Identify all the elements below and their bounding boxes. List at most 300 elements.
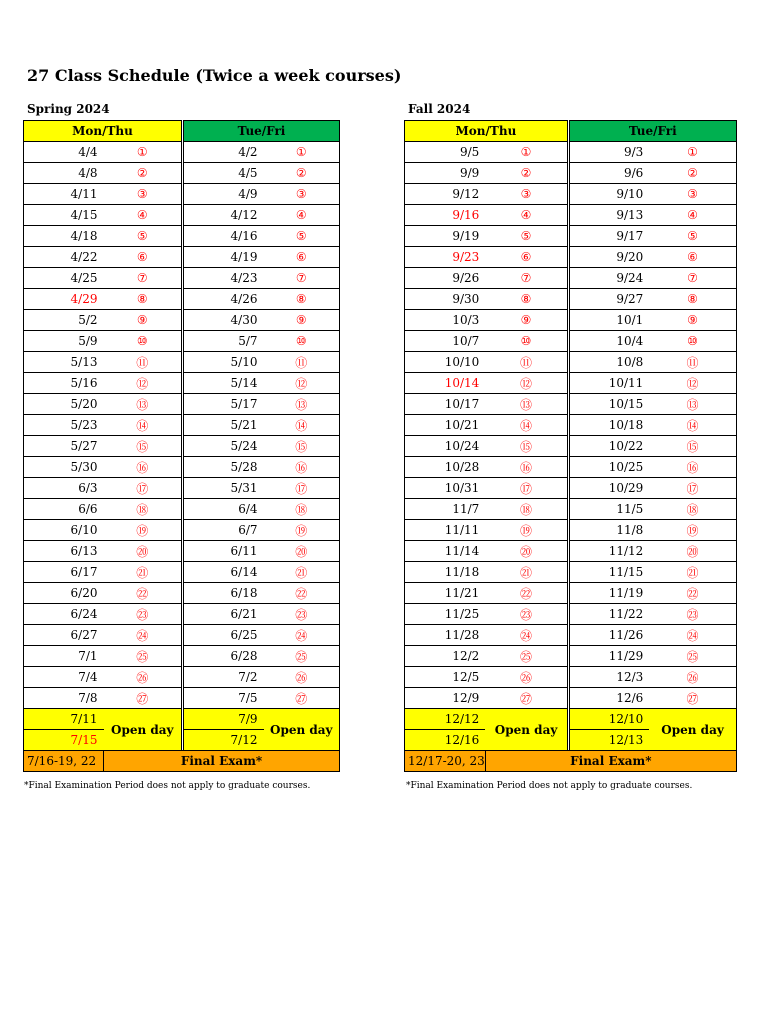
class-row <box>24 583 340 604</box>
mon-thu-date: 10/24 <box>405 436 486 457</box>
class-number: ⑭ <box>649 415 736 436</box>
class-number: ㉕ <box>485 646 567 667</box>
fall-schedule-table <box>404 120 737 772</box>
class-number: ⑬ <box>264 394 340 415</box>
class-number: ④ <box>264 205 340 226</box>
tue-fri-date: 6/11 <box>184 541 264 562</box>
tue-fri-date: 10/8 <box>569 352 649 373</box>
mon-thu-header: Mon/Thu <box>24 121 182 142</box>
class-row <box>24 352 340 373</box>
mon-thu-date: 11/25 <box>405 604 486 625</box>
class-row <box>405 667 737 688</box>
tue-fri-date: 5/7 <box>184 331 264 352</box>
class-number: ⑯ <box>104 457 182 478</box>
class-number: ⑰ <box>649 478 736 499</box>
mon-thu-date: 5/9 <box>24 331 104 352</box>
header-row <box>24 121 340 142</box>
class-number: ㉒ <box>649 583 736 604</box>
mon-thu-date: 4/22 <box>24 247 104 268</box>
class-number: ⑫ <box>264 373 340 394</box>
class-number: ⑯ <box>485 457 567 478</box>
class-row <box>405 457 737 478</box>
class-number: ⑱ <box>649 499 736 520</box>
tue-fri-date: 9/3 <box>569 142 649 163</box>
class-number: ⑰ <box>485 478 567 499</box>
class-row <box>24 541 340 562</box>
tue-fri-header: Tue/Fri <box>569 121 736 142</box>
class-number: ⑲ <box>104 520 182 541</box>
tue-fri-date: 5/28 <box>184 457 264 478</box>
mon-thu-date: 11/11 <box>405 520 486 541</box>
mon-thu-date: 10/7 <box>405 331 486 352</box>
mon-thu-date: 9/16 <box>405 205 486 226</box>
tue-fri-date: 5/24 <box>184 436 264 457</box>
mon-thu-date: 12/9 <box>405 688 486 709</box>
tue-fri-date: 6/21 <box>184 604 264 625</box>
final-exam-dates: 12/17-20, 23 <box>405 751 486 772</box>
tue-fri-date: 4/9 <box>184 184 264 205</box>
class-row <box>24 373 340 394</box>
class-number: ⑫ <box>649 373 736 394</box>
mon-thu-date: 6/3 <box>24 478 104 499</box>
class-number: ⑤ <box>649 226 736 247</box>
mon-thu-date: 5/30 <box>24 457 104 478</box>
class-number: ⑱ <box>264 499 340 520</box>
mon-thu-date: 10/21 <box>405 415 486 436</box>
tue-fri-date: 9/10 <box>569 184 649 205</box>
class-number: ㉖ <box>104 667 182 688</box>
class-number: ⑧ <box>104 289 182 310</box>
mon-thu-date: 9/30 <box>405 289 486 310</box>
class-number: ② <box>264 163 340 184</box>
tue-fri-date: 11/12 <box>569 541 649 562</box>
class-number: ㉖ <box>264 667 340 688</box>
tue-fri-header: Tue/Fri <box>184 121 340 142</box>
tue-fri-date: 4/16 <box>184 226 264 247</box>
class-row <box>24 457 340 478</box>
final-exam-row <box>24 751 340 772</box>
tue-fri-date: 6/18 <box>184 583 264 604</box>
class-number: ㉒ <box>485 583 567 604</box>
tue-fri-date: 10/4 <box>569 331 649 352</box>
final-exam-dates: 7/16-19, 22 <box>24 751 104 772</box>
fall-label: Fall 2024 <box>408 102 471 116</box>
class-row <box>24 499 340 520</box>
class-number: ⑱ <box>104 499 182 520</box>
class-number: ⑰ <box>264 478 340 499</box>
class-number: ⑭ <box>104 415 182 436</box>
mon-thu-date: 9/9 <box>405 163 486 184</box>
class-number: ㉕ <box>104 646 182 667</box>
class-number: ⑮ <box>104 436 182 457</box>
class-row <box>405 562 737 583</box>
class-number: ㉓ <box>485 604 567 625</box>
final-exam-label: Final Exam* <box>104 751 340 772</box>
fall-footnote: *Final Examination Period does not apply to graduate courses. <box>406 781 693 791</box>
class-number: ② <box>104 163 182 184</box>
mon-thu-date: 7/1 <box>24 646 104 667</box>
open-day-date: 12/12 <box>405 709 486 730</box>
mon-thu-date: 10/10 <box>405 352 486 373</box>
class-row <box>405 436 737 457</box>
open-day-date: 12/16 <box>405 730 486 751</box>
class-number: ㉓ <box>264 604 340 625</box>
tue-fri-date: 10/25 <box>569 457 649 478</box>
class-row <box>24 436 340 457</box>
tue-fri-date: 7/5 <box>184 688 264 709</box>
tue-fri-date: 12/3 <box>569 667 649 688</box>
tue-fri-date: 9/27 <box>569 289 649 310</box>
mon-thu-date: 12/2 <box>405 646 486 667</box>
class-row <box>405 520 737 541</box>
mon-thu-date: 5/16 <box>24 373 104 394</box>
class-number: ⑪ <box>264 352 340 373</box>
mon-thu-date: 11/28 <box>405 625 486 646</box>
class-number: ⑦ <box>104 268 182 289</box>
class-number: ㉑ <box>649 562 736 583</box>
tue-fri-date: 11/8 <box>569 520 649 541</box>
mon-thu-date: 5/27 <box>24 436 104 457</box>
tue-fri-date: 5/21 <box>184 415 264 436</box>
mon-thu-date: 4/15 <box>24 205 104 226</box>
class-number: ⑩ <box>104 331 182 352</box>
class-number: ㉔ <box>485 625 567 646</box>
class-row <box>24 163 340 184</box>
mon-thu-date: 4/29 <box>24 289 104 310</box>
class-row <box>24 688 340 709</box>
mon-thu-date: 6/27 <box>24 625 104 646</box>
mon-thu-date: 10/28 <box>405 457 486 478</box>
mon-thu-date: 9/19 <box>405 226 486 247</box>
class-number: ⑲ <box>264 520 340 541</box>
class-number: ④ <box>104 205 182 226</box>
class-row <box>24 310 340 331</box>
class-number: ⑨ <box>104 310 182 331</box>
class-row <box>24 226 340 247</box>
class-row <box>405 184 737 205</box>
tue-fri-date: 11/15 <box>569 562 649 583</box>
spring-label: Spring 2024 <box>27 102 110 116</box>
mon-thu-date: 10/17 <box>405 394 486 415</box>
class-number: ⑪ <box>649 352 736 373</box>
class-number: ㉒ <box>264 583 340 604</box>
class-number: ㉑ <box>104 562 182 583</box>
tue-fri-date: 9/6 <box>569 163 649 184</box>
class-number: ㉗ <box>264 688 340 709</box>
class-number: ⑮ <box>264 436 340 457</box>
open-day-row <box>24 709 340 730</box>
spring-footnote: *Final Examination Period does not apply to graduate courses. <box>24 781 311 791</box>
mon-thu-date: 11/7 <box>405 499 486 520</box>
mon-thu-date: 5/23 <box>24 415 104 436</box>
mon-thu-header: Mon/Thu <box>405 121 568 142</box>
class-number: ⑥ <box>104 247 182 268</box>
class-number: ⑤ <box>104 226 182 247</box>
tue-fri-date: 9/20 <box>569 247 649 268</box>
tue-fri-date: 6/28 <box>184 646 264 667</box>
mon-thu-date: 9/5 <box>405 142 486 163</box>
class-number: ㉗ <box>649 688 736 709</box>
open-day-row <box>405 709 737 730</box>
class-row <box>24 142 340 163</box>
class-row <box>405 163 737 184</box>
mon-thu-date: 7/4 <box>24 667 104 688</box>
class-row <box>24 394 340 415</box>
class-row <box>405 604 737 625</box>
tue-fri-date: 10/15 <box>569 394 649 415</box>
tue-fri-date: 10/11 <box>569 373 649 394</box>
class-number: ① <box>264 142 340 163</box>
tue-fri-date: 11/5 <box>569 499 649 520</box>
class-number: ㉑ <box>485 562 567 583</box>
class-row <box>405 625 737 646</box>
class-row <box>405 247 737 268</box>
class-row <box>24 184 340 205</box>
class-number: ⑨ <box>485 310 567 331</box>
class-row <box>405 646 737 667</box>
class-row <box>405 478 737 499</box>
tue-fri-date: 6/14 <box>184 562 264 583</box>
class-row <box>405 541 737 562</box>
class-row <box>24 205 340 226</box>
tue-fri-date: 6/7 <box>184 520 264 541</box>
class-row <box>405 373 737 394</box>
class-number: ⑬ <box>649 394 736 415</box>
class-number: ⑩ <box>485 331 567 352</box>
class-number: ㉕ <box>264 646 340 667</box>
open-day-date: 12/10 <box>569 709 649 730</box>
class-number: ⑧ <box>264 289 340 310</box>
class-number: ⑳ <box>649 541 736 562</box>
class-number: ③ <box>649 184 736 205</box>
class-row <box>24 331 340 352</box>
mon-thu-date: 6/24 <box>24 604 104 625</box>
class-number: ⑨ <box>264 310 340 331</box>
tue-fri-date: 5/31 <box>184 478 264 499</box>
tue-fri-date: 4/19 <box>184 247 264 268</box>
class-number: ⑬ <box>485 394 567 415</box>
class-row <box>24 646 340 667</box>
tue-fri-date: 6/25 <box>184 625 264 646</box>
class-number: ⑪ <box>485 352 567 373</box>
class-number: ㉗ <box>104 688 182 709</box>
tue-fri-date: 9/13 <box>569 205 649 226</box>
class-number: ㉔ <box>649 625 736 646</box>
mon-thu-date: 4/25 <box>24 268 104 289</box>
class-number: ⑥ <box>649 247 736 268</box>
mon-thu-date: 6/17 <box>24 562 104 583</box>
class-row <box>405 289 737 310</box>
class-number: ⑤ <box>485 226 567 247</box>
class-row <box>405 310 737 331</box>
class-row <box>24 289 340 310</box>
class-number: ⑰ <box>104 478 182 499</box>
class-number: ㉔ <box>104 625 182 646</box>
class-number: ⑫ <box>485 373 567 394</box>
class-row <box>405 226 737 247</box>
open-day-date: 7/15 <box>24 730 104 751</box>
class-row <box>405 352 737 373</box>
mon-thu-date: 5/20 <box>24 394 104 415</box>
class-number: ③ <box>264 184 340 205</box>
tue-fri-date: 11/26 <box>569 625 649 646</box>
class-row <box>405 142 737 163</box>
tue-fri-date: 10/29 <box>569 478 649 499</box>
page-title: 27 Class Schedule (Twice a week courses) <box>27 66 402 85</box>
tue-fri-date: 6/4 <box>184 499 264 520</box>
mon-thu-date: 11/21 <box>405 583 486 604</box>
final-exam-label: Final Exam* <box>485 751 736 772</box>
class-row <box>405 688 737 709</box>
class-number: ⑲ <box>649 520 736 541</box>
class-number: ⑯ <box>649 457 736 478</box>
open-day-date: 7/12 <box>184 730 264 751</box>
tue-fri-date: 4/23 <box>184 268 264 289</box>
class-number: ④ <box>649 205 736 226</box>
class-row <box>405 331 737 352</box>
class-number: ㉖ <box>649 667 736 688</box>
class-number: ⑭ <box>264 415 340 436</box>
class-row <box>405 394 737 415</box>
mon-thu-date: 6/6 <box>24 499 104 520</box>
tue-fri-date: 5/10 <box>184 352 264 373</box>
class-row <box>24 667 340 688</box>
class-number: ④ <box>485 205 567 226</box>
class-number: ⑲ <box>485 520 567 541</box>
tue-fri-date: 5/17 <box>184 394 264 415</box>
class-number: ⑩ <box>264 331 340 352</box>
class-number: ⑨ <box>649 310 736 331</box>
tue-fri-date: 10/1 <box>569 310 649 331</box>
class-number: ㉖ <box>485 667 567 688</box>
open-day-date: 7/9 <box>184 709 264 730</box>
tue-fri-date: 11/19 <box>569 583 649 604</box>
mon-thu-date: 11/18 <box>405 562 486 583</box>
tue-fri-date: 4/12 <box>184 205 264 226</box>
class-number: ⑪ <box>104 352 182 373</box>
tue-fri-date: 11/22 <box>569 604 649 625</box>
class-row <box>24 625 340 646</box>
mon-thu-date: 4/18 <box>24 226 104 247</box>
class-number: ㉔ <box>264 625 340 646</box>
tue-fri-date: 10/22 <box>569 436 649 457</box>
mon-thu-date: 10/14 <box>405 373 486 394</box>
class-row <box>405 268 737 289</box>
class-number: ㉑ <box>264 562 340 583</box>
class-number: ⑳ <box>104 541 182 562</box>
mon-thu-date: 6/20 <box>24 583 104 604</box>
class-number: ⑦ <box>649 268 736 289</box>
class-row <box>405 205 737 226</box>
mon-thu-date: 6/13 <box>24 541 104 562</box>
class-number: ⑫ <box>104 373 182 394</box>
class-number: ① <box>104 142 182 163</box>
class-row <box>24 604 340 625</box>
open-day-label: Open day <box>649 709 736 751</box>
tue-fri-date: 10/18 <box>569 415 649 436</box>
mon-thu-date: 5/2 <box>24 310 104 331</box>
class-number: ㉒ <box>104 583 182 604</box>
class-number: ㉓ <box>104 604 182 625</box>
mon-thu-date: 9/26 <box>405 268 486 289</box>
class-number: ⑳ <box>264 541 340 562</box>
header-row <box>405 121 737 142</box>
class-row <box>405 499 737 520</box>
mon-thu-date: 6/10 <box>24 520 104 541</box>
final-exam-row <box>405 751 737 772</box>
spring-schedule-table <box>23 120 340 772</box>
class-number: ⑯ <box>264 457 340 478</box>
tue-fri-date: 4/30 <box>184 310 264 331</box>
class-row <box>405 415 737 436</box>
open-day-date: 12/13 <box>569 730 649 751</box>
class-number: ① <box>485 142 567 163</box>
mon-thu-date: 7/8 <box>24 688 104 709</box>
mon-thu-date: 4/11 <box>24 184 104 205</box>
mon-thu-date: 9/23 <box>405 247 486 268</box>
class-row <box>405 583 737 604</box>
class-number: ② <box>649 163 736 184</box>
tue-fri-date: 9/24 <box>569 268 649 289</box>
class-number: ① <box>649 142 736 163</box>
class-row <box>24 415 340 436</box>
class-number: ⑧ <box>649 289 736 310</box>
mon-thu-date: 10/31 <box>405 478 486 499</box>
class-number: ⑥ <box>264 247 340 268</box>
class-number: ㉗ <box>485 688 567 709</box>
mon-thu-date: 10/3 <box>405 310 486 331</box>
open-day-date: 7/11 <box>24 709 104 730</box>
mon-thu-date: 4/8 <box>24 163 104 184</box>
class-number: ⑦ <box>485 268 567 289</box>
class-number: ③ <box>485 184 567 205</box>
class-number: ⑮ <box>485 436 567 457</box>
class-row <box>24 247 340 268</box>
open-day-label: Open day <box>485 709 567 751</box>
class-row <box>24 478 340 499</box>
tue-fri-date: 4/26 <box>184 289 264 310</box>
tue-fri-date: 4/5 <box>184 163 264 184</box>
tue-fri-date: 12/6 <box>569 688 649 709</box>
class-number: ⑮ <box>649 436 736 457</box>
class-row <box>24 562 340 583</box>
tue-fri-date: 4/2 <box>184 142 264 163</box>
mon-thu-date: 9/12 <box>405 184 486 205</box>
tue-fri-date: 9/17 <box>569 226 649 247</box>
class-number: ⑦ <box>264 268 340 289</box>
class-number: ② <box>485 163 567 184</box>
tue-fri-date: 11/29 <box>569 646 649 667</box>
class-row <box>24 268 340 289</box>
mon-thu-date: 5/13 <box>24 352 104 373</box>
class-number: ⑳ <box>485 541 567 562</box>
class-number: ⑧ <box>485 289 567 310</box>
class-number: ㉓ <box>649 604 736 625</box>
class-number: ⑩ <box>649 331 736 352</box>
class-row <box>24 520 340 541</box>
class-number: ⑥ <box>485 247 567 268</box>
class-number: ⑭ <box>485 415 567 436</box>
tue-fri-date: 5/14 <box>184 373 264 394</box>
class-number: ③ <box>104 184 182 205</box>
class-number: ⑱ <box>485 499 567 520</box>
open-day-label: Open day <box>264 709 340 751</box>
class-number: ㉕ <box>649 646 736 667</box>
open-day-label: Open day <box>104 709 182 751</box>
mon-thu-date: 4/4 <box>24 142 104 163</box>
mon-thu-date: 11/14 <box>405 541 486 562</box>
class-number: ⑤ <box>264 226 340 247</box>
